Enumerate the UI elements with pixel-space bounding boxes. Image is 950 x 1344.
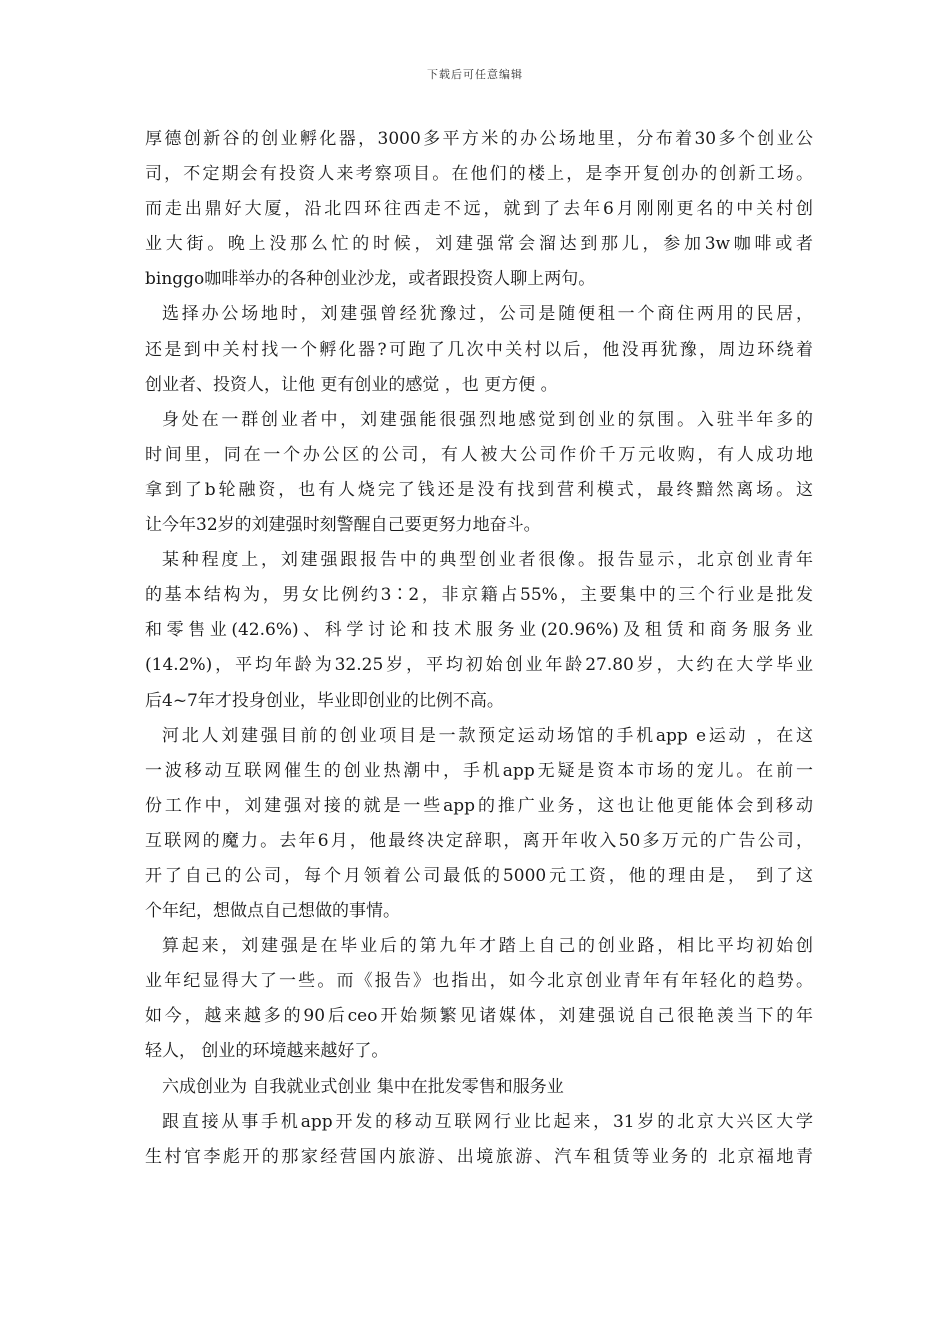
text-line: 开了自己的公司，每个月领着公司最低的5000元工资，他的理由是， 到了这 [145, 865, 813, 886]
text-line: 互联网的魔力。去年6月，他最终决定辞职，离开年收入50多万元的广告公司， [145, 830, 813, 851]
text-line: 一波移动互联网催生的创业热潮中，手机app无疑是资本市场的宠儿。在前一 [145, 760, 813, 781]
text-line: 六成创业为 自我就业式创业 集中在批发零售和服务业 [162, 1076, 564, 1097]
text-line: (14.2%)，平均年龄为32.25岁，平均初始创业年龄27.80岁，大约在大学毕业 [145, 655, 813, 676]
text-line: 后4~7年才投身创业，毕业即创业的比例不高。 [145, 690, 504, 711]
text-line: 让今年32岁的刘建强时刻警醒自己要更努力地奋斗。 [145, 515, 541, 536]
text-line: 选择办公场地时，刘建强曾经犹豫过，公司是随便租一个商住两用的民居， [162, 304, 813, 325]
document-body [145, 122, 813, 1175]
text-line: 时间里，同在一个办公区的公司，有人被大公司作价千万元收购，有人成功地 [145, 444, 813, 465]
text-line: 如今，越来越多的90后ceo开始频繁见诸媒体，刘建强说自己很艳羡当下的年 [145, 1006, 813, 1027]
text-line: 的基本结构为，男女比例约3∶2，非京籍占55%，主要集中的三个行业是批发 [145, 585, 813, 606]
text-line: 个年纪，想做点自己想做的事情。 [145, 901, 400, 922]
text-line: 轻人， 创业的环境越来越好了。 [145, 1041, 389, 1062]
text-line: binggo咖啡举办的各种创业沙龙，或者跟投资人聊上两句。 [145, 269, 596, 290]
text-line: 厚德创新谷的创业孵化器，3000多平方米的办公场地里，分布着30多个创业公 [145, 129, 813, 149]
text-line: 河北人刘建强目前的创业项目是一款预定运动场馆的手机app e运动 ，在这 [162, 725, 813, 746]
text-line: 跟直接从事手机app开发的移动互联网行业比起来，31岁的北京大兴区大学 [162, 1111, 813, 1132]
text-line: 和零售业(42.6%)、科学讨论和技术服务业(20.96%)及租赁和商务服务业 [145, 620, 813, 641]
text-line: 还是到中关村找一个孵化器?可跑了几次中关村以后，他没再犹豫，周边环绕着 [145, 339, 813, 360]
text-line: 业年纪显得大了一些。而《报告》也指出，如今北京创业青年有年轻化的趋势。 [145, 971, 813, 992]
text-line: 生村官李彪开的那家经营国内旅游、出境旅游、汽车租赁等业务的 北京福地青 [145, 1146, 813, 1167]
text-line: 创业者、投资人，让他 更有创业的感觉 ，也 更方便 。 [145, 374, 558, 395]
text-line: 业大街。晚上没那么忙的时候，刘建强常会溜达到那儿，参加3w咖啡或者 [145, 234, 813, 255]
text-line: 身处在一群创业者中，刘建强能很强烈地感觉到创业的氛围。入驻半年多的 [162, 409, 813, 430]
text-line: 而走出鼎好大厦，沿北四环往西走不远，就到了去年6月刚刚更名的中关村创 [145, 199, 813, 220]
text-line: 司，不定期会有投资人来考察项目。在他们的楼上，是李开复创办的创新工场。 [145, 164, 813, 185]
text-line: 拿到了b轮融资，也有人烧完了钱还是没有找到营利模式，最终黯然离场。这 [145, 479, 813, 500]
text-line: 份工作中，刘建强对接的就是一些app的推广业务，这也让他更能体会到移动 [145, 795, 813, 816]
text-line: 算起来，刘建强是在毕业后的第九年才踏上自己的创业路，相比平均初始创 [162, 936, 813, 957]
page-header: 下载后可任意编辑 [427, 68, 523, 81]
text-line: 某种程度上，刘建强跟报告中的典型创业者很像。报告显示，北京创业青年 [162, 550, 813, 571]
